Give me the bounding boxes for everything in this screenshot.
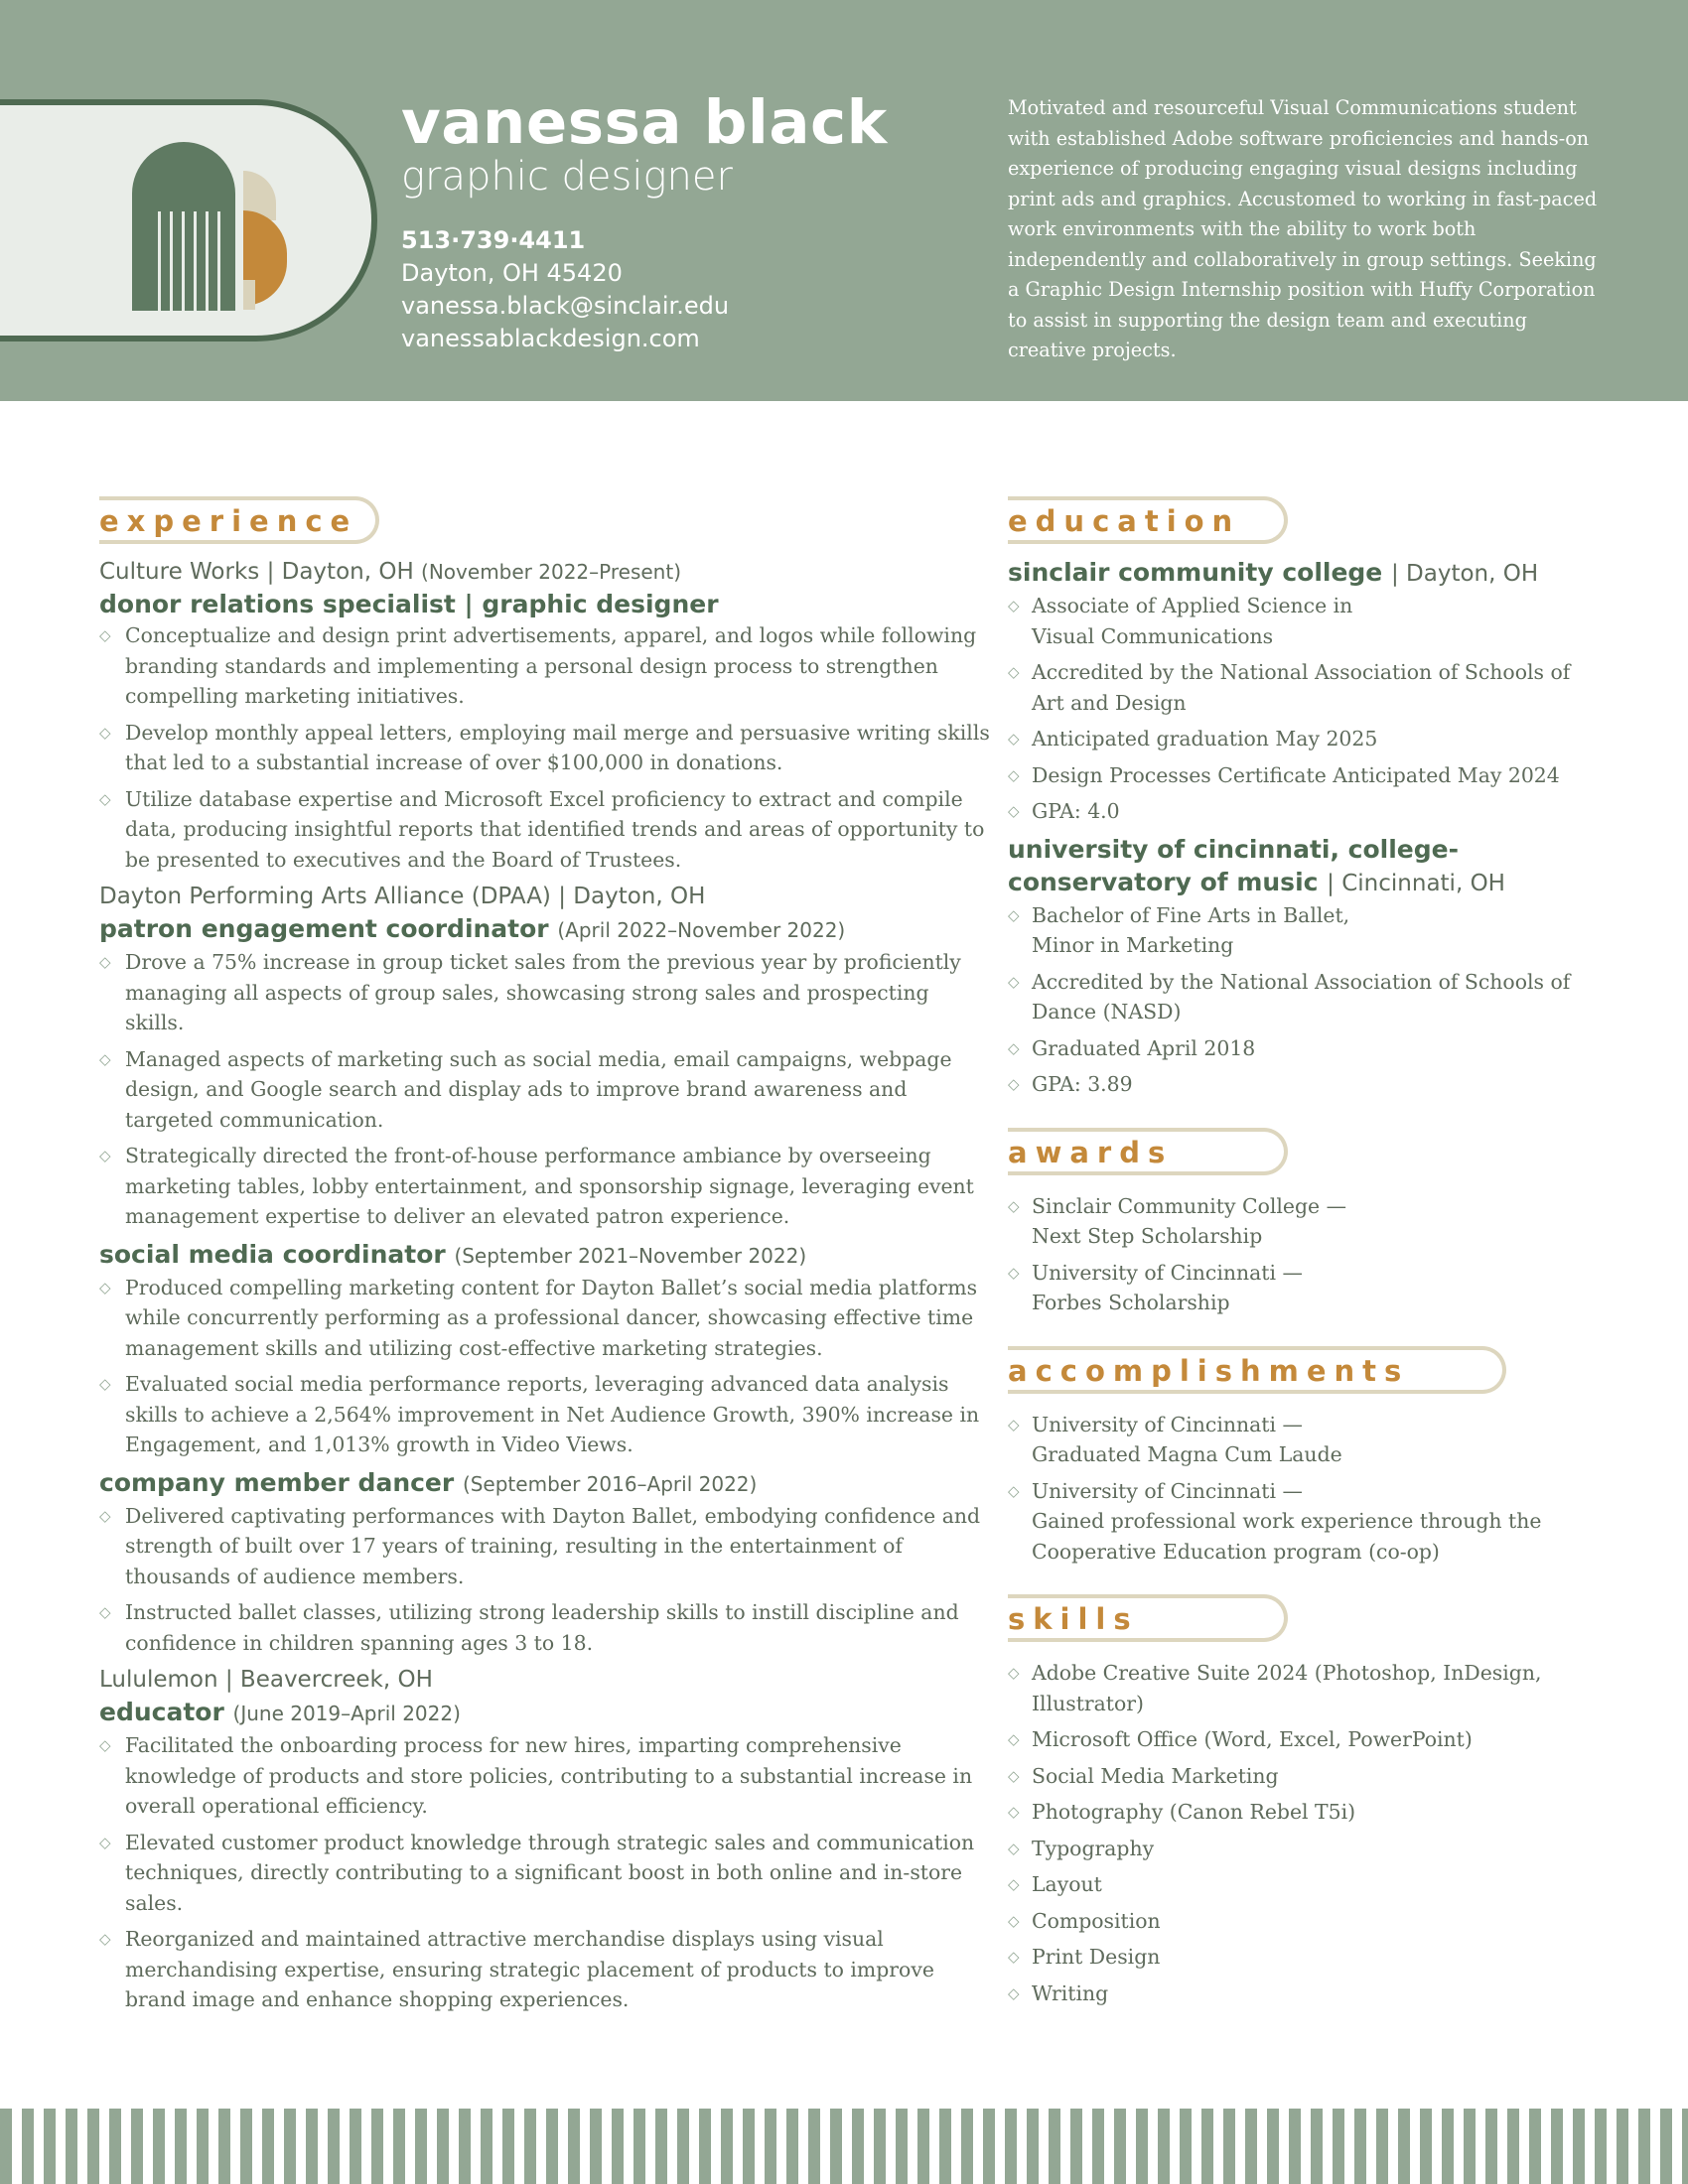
footer-stripe xyxy=(1114,2109,1126,2184)
list-item: ◇ University of Cincinnati — Gained professional work experience through the Cooperative Education program (co-op) xyxy=(1008,1478,1542,1564)
accomplishments-heading-frame xyxy=(1008,1346,1506,1394)
footer-stripe xyxy=(939,2109,951,2184)
footer-stripe xyxy=(721,2109,733,2184)
footer-stripe xyxy=(1529,2109,1541,2184)
footer-stripe xyxy=(830,2109,842,2184)
footer-stripe xyxy=(852,2109,864,2184)
footer-stripe xyxy=(502,2109,514,2184)
accomplishments-list xyxy=(1008,1410,1604,1568)
awards-heading: awards xyxy=(1008,1136,1179,1169)
footer-stripe xyxy=(1420,2109,1432,2184)
footer-stripe xyxy=(1617,2109,1628,2184)
footer-stripe xyxy=(786,2109,798,2184)
list-item: ◇ Managed aspects of marketing such as social media, email campaigns, webpage design, and Google search and display ads to improve brand awareness and targeted communication. xyxy=(99,1046,952,1132)
accomplishments-heading: accomplishments xyxy=(1008,1354,1415,1388)
list-item: ◇ University of Cincinnati — Forbes Scholarship xyxy=(1008,1260,1303,1314)
list-item: ◇ Accredited by the National Association of Schools of Art and Design xyxy=(1008,660,1571,715)
role-company-dancer: company member dancer (September 2016–April 2022) xyxy=(99,1467,758,1497)
logo-arch-shape xyxy=(132,142,235,311)
experience-column xyxy=(99,496,993,2021)
role4-bullets xyxy=(99,1501,993,1659)
candidate-title: graphic designer xyxy=(401,154,733,200)
footer-stripe xyxy=(1573,2109,1585,2184)
footer-stripe xyxy=(1005,2109,1017,2184)
footer-stripe xyxy=(218,2109,230,2184)
right-column xyxy=(1008,496,1604,2014)
footer-stripe xyxy=(1289,2109,1301,2184)
list-item: ◇ Writing xyxy=(1008,1980,1109,2005)
list-item: ◇ Evaluated social media performance reports, leveraging advanced data analysis skills to achieve a 2,564% improvement in Net Audience Growth, 390% increase in Engagement, and 1,013% growth in Video Views. xyxy=(99,1372,980,1456)
footer-stripe xyxy=(87,2109,99,2184)
footer-stripe xyxy=(1333,2109,1344,2184)
list-item: ◇ Design Processes Certificate Anticipated May 2024 xyxy=(1008,762,1560,787)
footer-stripe xyxy=(197,2109,209,2184)
list-item: ◇ Delivered captivating performances with Dayton Ballet, embodying confidence and strength of built over 17 years of training, resulting in the entertainment of thousands of audience members. xyxy=(99,1503,981,1588)
list-item: ◇ Print Design xyxy=(1008,1945,1161,1969)
footer-stripe xyxy=(175,2109,187,2184)
list-item: ◇ Typography xyxy=(1008,1836,1155,1860)
footer-stripe xyxy=(328,2109,340,2184)
skills-heading: skills xyxy=(1008,1602,1145,1636)
candidate-name: vanessa black xyxy=(401,87,888,158)
footer-stripe xyxy=(1201,2109,1213,2184)
footer-stripe xyxy=(961,2109,973,2184)
list-item: ◇ Utilize database expertise and Microsoft Excel proficiency to extract and compile data, producing insightful reports that identified trends and areas of opportunity to be presented to executives and the Board of Trustees. xyxy=(99,786,985,872)
footer-stripe xyxy=(350,2109,361,2184)
footer-stripe xyxy=(284,2109,296,2184)
role-donor-relations: donor relations specialist | graphic designer xyxy=(99,590,719,618)
footer-stripe xyxy=(1660,2109,1672,2184)
cincinnati-list xyxy=(1008,900,1604,1100)
footer-stripe xyxy=(153,2109,165,2184)
footer-stripe xyxy=(1551,2109,1563,2184)
footer-stripe xyxy=(240,2109,252,2184)
footer-stripe xyxy=(874,2109,886,2184)
employer-dpaa: Dayton Performing Arts Alliance (DPAA) | Dayton, OH xyxy=(99,884,706,909)
footer-stripe xyxy=(44,2109,56,2184)
footer-stripe xyxy=(1136,2109,1148,2184)
role2-bullets xyxy=(99,947,993,1232)
role-social-media: social media coordinator (September 2021–November 2022) xyxy=(99,1239,807,1269)
footer-stripe xyxy=(917,2109,929,2184)
list-item: ◇ Anticipated graduation May 2025 xyxy=(1008,727,1378,751)
footer-stripe xyxy=(1311,2109,1323,2184)
address: Dayton, OH 45420 xyxy=(401,259,623,287)
skills-list xyxy=(1008,1658,1604,2008)
footer-stripe xyxy=(1638,2109,1650,2184)
footer-stripe xyxy=(765,2109,776,2184)
phone-number: 513·739·4411 xyxy=(401,226,586,254)
list-item: ◇ Instructed ballet classes, utilizing strong leadership skills to instill discipline and confidence in children spanning ages 3 to 18. xyxy=(99,1600,959,1655)
list-item: ◇ Social Media Marketing xyxy=(1008,1763,1279,1788)
footer-stripe xyxy=(655,2109,667,2184)
footer-stripe xyxy=(393,2109,405,2184)
footer-stripe xyxy=(1485,2109,1497,2184)
footer-stripe xyxy=(481,2109,492,2184)
footer-stripe xyxy=(1376,2109,1388,2184)
footer-stripe xyxy=(568,2109,580,2184)
footer-stripe xyxy=(131,2109,143,2184)
list-item: ◇ Layout xyxy=(1008,1872,1102,1896)
list-item: ◇ Elevated customer product knowledge through strategic sales and communication techniques, directly contributing to a significant boost in both online and in-store sales. xyxy=(99,1830,975,1915)
footer-stripe xyxy=(808,2109,820,2184)
awards-heading-frame xyxy=(1008,1128,1288,1175)
list-item: ◇ Accredited by the National Association of Schools of Dance (NASD) xyxy=(1008,969,1571,1024)
footer-stripe xyxy=(66,2109,77,2184)
footer-stripe xyxy=(1027,2109,1039,2184)
skills-heading-frame xyxy=(1008,1594,1288,1642)
footer-stripe xyxy=(983,2109,995,2184)
contact-block xyxy=(401,224,729,355)
sinclair-list xyxy=(1008,591,1604,827)
footer-stripe xyxy=(1354,2109,1366,2184)
footer-stripe xyxy=(1049,2109,1060,2184)
footer-stripe xyxy=(743,2109,755,2184)
list-item: ◇ Composition xyxy=(1008,1908,1161,1933)
footer-stripe xyxy=(459,2109,471,2184)
role1-bullets xyxy=(99,620,993,875)
school-cincinnati: university of cincinnati, college- conservatory of music | Cincinnati, OH xyxy=(1008,834,1505,896)
awards-list xyxy=(1008,1191,1604,1318)
list-item: ◇ University of Cincinnati — Graduated Magna Cum Laude xyxy=(1008,1412,1342,1466)
footer-stripes xyxy=(0,2109,1688,2184)
footer-stripe xyxy=(371,2109,383,2184)
footer-stripe xyxy=(0,2109,12,2184)
footer-stripe xyxy=(1070,2109,1082,2184)
email-address[interactable]: vanessa.black@sinclair.edu xyxy=(401,292,730,320)
footer-stripe xyxy=(1245,2109,1257,2184)
header-banner xyxy=(0,0,1688,401)
role3-bullets xyxy=(99,1273,993,1460)
footer-stripe xyxy=(415,2109,427,2184)
experience-heading: experience xyxy=(99,504,363,538)
footer-stripe xyxy=(1398,2109,1410,2184)
footer-stripe xyxy=(677,2109,689,2184)
footer-stripe xyxy=(109,2109,121,2184)
list-item: ◇ Bachelor of Fine Arts in Ballet, Minor in Marketing xyxy=(1008,902,1350,957)
logo-cream-stem xyxy=(243,280,255,310)
footer-stripe xyxy=(306,2109,318,2184)
website-link[interactable]: vanessablackdesign.com xyxy=(401,325,700,352)
list-item: ◇ Microsoft Office (Word, Excel, PowerPoint) xyxy=(1008,1727,1473,1751)
footer-stripe xyxy=(1682,2109,1688,2184)
footer-stripe xyxy=(546,2109,558,2184)
footer-stripe xyxy=(1464,2109,1476,2184)
footer-stripe xyxy=(262,2109,274,2184)
list-item: ◇ GPA: 4.0 xyxy=(1008,799,1120,823)
list-item: ◇ GPA: 3.89 xyxy=(1008,1072,1133,1096)
role-educator: educator (June 2019–April 2022) xyxy=(99,1698,461,1726)
footer-stripe xyxy=(1092,2109,1104,2184)
list-item: ◇ Adobe Creative Suite 2024 (Photoshop, InDesign, Illustrator) xyxy=(1008,1661,1542,1715)
footer-stripe xyxy=(612,2109,624,2184)
footer-stripe xyxy=(590,2109,602,2184)
list-item: ◇ Sinclair Community College — Next Step Scholarship xyxy=(1008,1193,1346,1248)
summary-text: Motivated and resourceful Visual Communications student with established Adobe software proficiencies and hands-on experience of producing engaging visual designs including print ads and graphics. Accustomed to working in fast-paced work environments with the ability to work both independently and collaboratively in group settings. Seeking a Graphic Design Internship position with Huffy Corporation to assist in supporting the design team and executing creative projects. xyxy=(1008,96,1598,361)
role5-bullets xyxy=(99,1730,993,2015)
list-item: ◇ Facilitated the onboarding process for new hires, imparting comprehensive knowledge of products and store policies, contributing to a substantial increase in overall operational efficiency. xyxy=(99,1733,973,1818)
footer-stripe xyxy=(22,2109,34,2184)
footer-stripe xyxy=(633,2109,645,2184)
footer-stripe xyxy=(1180,2109,1192,2184)
education-heading-frame xyxy=(1008,496,1288,544)
school-sinclair: sinclair community college | Dayton, OH xyxy=(1008,558,1539,587)
list-item: ◇ Associate of Applied Science in Visual Communications xyxy=(1008,594,1353,648)
footer-stripe xyxy=(1507,2109,1519,2184)
footer-stripe xyxy=(1442,2109,1454,2184)
experience-heading-frame xyxy=(99,496,379,544)
list-item: ◇ Strategically directed the front-of-house performance ambiance by overseeing marketing tables, lobby entertainment, and sponsorship signage, leveraging event management expertise to deliver an elevated patron experience. xyxy=(99,1144,974,1228)
footer-stripe xyxy=(1595,2109,1607,2184)
list-item: ◇ Photography (Canon Rebel T5i) xyxy=(1008,1800,1356,1824)
footer-stripe xyxy=(1267,2109,1279,2184)
employer-culture-works: Culture Works | Dayton, OH (November 2022–Present) xyxy=(99,559,681,585)
employer-lululemon: Lululemon | Beavercreek, OH xyxy=(99,1667,433,1693)
footer-stripe xyxy=(437,2109,449,2184)
list-item: ◇ Produced compelling marketing content for Dayton Ballet’s social media platforms while concurrently performing as a professional dancer, showcasing effective time management skills and utilizing cost-effective marketing strategies. xyxy=(99,1275,978,1360)
footer-stripe xyxy=(1223,2109,1235,2184)
footer-stripe xyxy=(1158,2109,1170,2184)
footer-stripe xyxy=(699,2109,711,2184)
footer-stripe xyxy=(896,2109,908,2184)
footer-stripe xyxy=(524,2109,536,2184)
list-item: ◇ Reorganized and maintained attractive merchandise displays using visual merchandising expertise, ensuring strategic placement of products to improve brand image and enhance shopping experiences. xyxy=(99,1927,934,2011)
education-heading: education xyxy=(1008,504,1246,538)
list-item: ◇ Drove a 75% increase in group ticket sales from the previous year by proficiently managing all aspects of group sales, showcasing strong sales and prospecting skills. xyxy=(99,950,961,1034)
list-item: ◇ Conceptualize and design print advertisements, apparel, and logos while following branding standards and implementing a personal design process to strengthen compelling marketing initiatives. xyxy=(99,623,977,708)
list-item: ◇ Graduated April 2018 xyxy=(1008,1035,1256,1060)
list-item: ◇ Develop monthly appeal letters, employing mail merge and persuasive writing skills that led to a substantial increase of over $100,000 in donations. xyxy=(99,720,990,774)
role-patron-engagement: patron engagement coordinator (April 2022–November 2022) xyxy=(99,914,846,943)
